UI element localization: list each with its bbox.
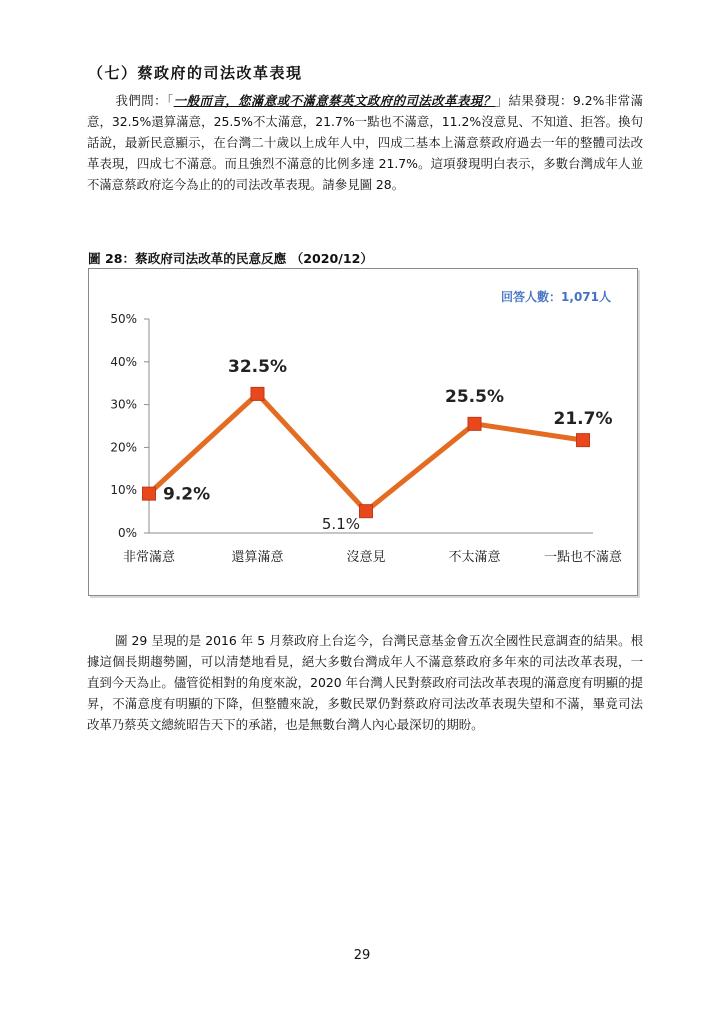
- paragraph-lead: 我們問：「: [115, 93, 174, 108]
- data-label: 21.7%: [553, 409, 613, 430]
- data-label: 25.5%: [445, 386, 504, 407]
- y-tick-label: 10%: [110, 483, 137, 498]
- data-point-marker: [143, 487, 156, 500]
- survey-question: 一般而言，您滿意或不滿意蔡英文政府的司法改革表現？: [173, 93, 496, 108]
- x-tick-label: 一點也不滿意: [543, 550, 623, 565]
- paragraph-body: 圖 29 呈現的是 2016 年 5 月蔡政府上台迄今，台灣民意基金會五次全國性民意調查的結果。根據這個長期趨勢圖，可以清楚地看見，絕大多數台灣成年人不滿意蔡政府多年來的司法改革表現，一直到今天為止。儘管從相對的角度來說，2020 年台灣人民對蔡政府司法改革表現的滿意度有明顯的提昇，不滿意度有明顯的下降，但整體來說，多數民眾仍對蔡政府司法改革表現失望和不滿，畢竟司法改革乃蔡英文總統昭告天下的承諾，也是無數台灣人內心最深切的期盼。: [87, 633, 643, 732]
- chart-frame: [88, 268, 638, 596]
- series-line: [149, 394, 583, 511]
- data-point-marker: [251, 387, 264, 400]
- y-tick-label: 0%: [117, 526, 137, 540]
- figure-caption: 圖 28：蔡政府司法改革的民意反應 （2020/12）: [88, 251, 373, 266]
- paragraph-survey-result: [87, 90, 643, 195]
- paragraph-body: 」結果發現：9.2%非常滿意，32.5%還算滿意，25.5%不太滿意，21.7%一點也不滿意，11.2%沒意見、不知道、拒答。換句話說，最新民意顯示，在台灣二十歲以上成年人中，四成二基本上滿意蔡政府過去一年的整體司法改革表現，四成七不滿意。而且強烈不滿意的比例多達 21.7%。這項發現明白表示，多數台灣成年人並不滿意蔡政府迄今為止的的司法改革表現。請參見圖 28。: [87, 93, 643, 192]
- line-chart: [89, 269, 637, 595]
- data-point-marker: [577, 434, 590, 447]
- y-tick-label: 20%: [110, 440, 137, 455]
- page-number: 29: [353, 948, 371, 963]
- x-tick-label: 沒意見: [346, 550, 386, 565]
- data-point-marker: [468, 417, 481, 430]
- section-heading: （七）蔡政府的司法改革表現: [88, 64, 303, 82]
- data-label: 32.5%: [228, 356, 287, 377]
- data-label: 9.2%: [163, 484, 211, 505]
- y-tick-label: 30%: [110, 397, 137, 412]
- x-tick-label: 不太滿意: [448, 550, 501, 565]
- respondent-count-annotation: 回答人數：1,071人: [501, 290, 611, 304]
- y-tick-label: 50%: [110, 312, 137, 326]
- x-tick-label: 非常滿意: [122, 550, 176, 565]
- paragraph-long-term-trend: [87, 630, 643, 735]
- data-point-marker: [360, 505, 373, 518]
- data-label: 5.1%: [321, 515, 360, 534]
- x-tick-label: 還算滿意: [231, 550, 284, 565]
- y-tick-label: 40%: [110, 354, 137, 369]
